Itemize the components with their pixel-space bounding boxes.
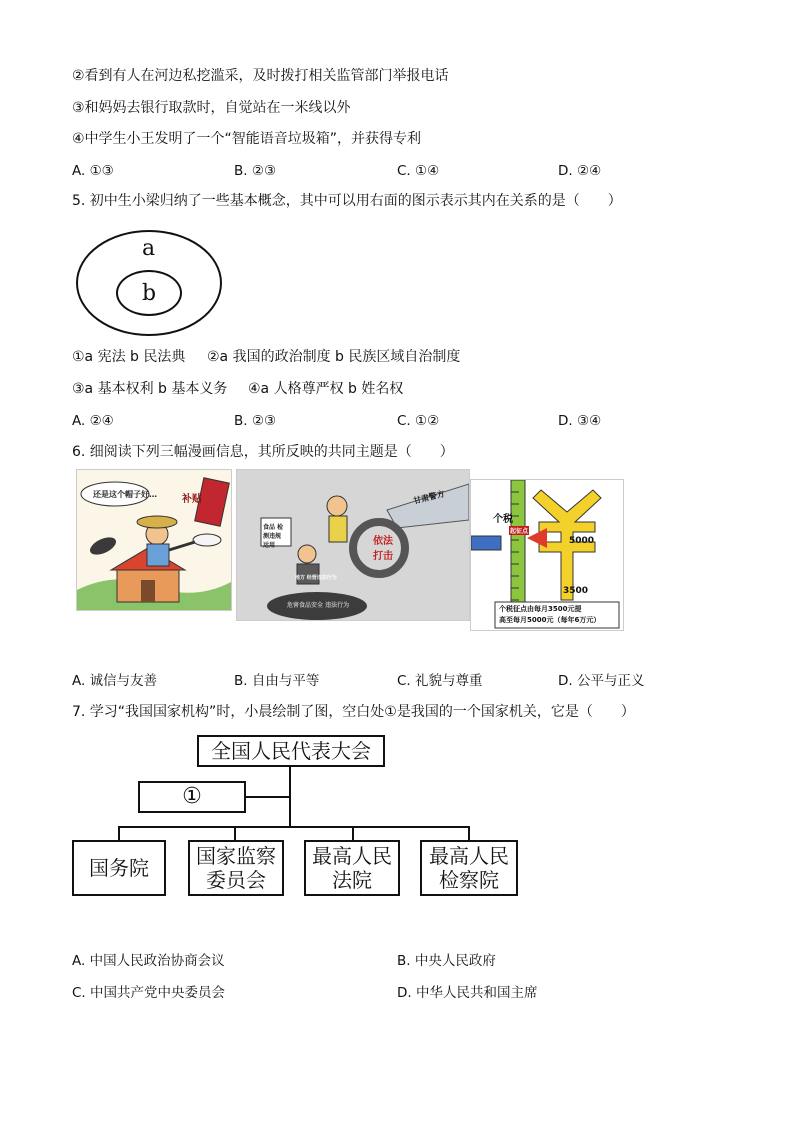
comic-3-caption-1: 个税征点由每月3500元提 [499,605,582,613]
comic-2-pit-text: 危害食品安全 违法行为 [287,602,350,609]
q7-option-a: A. 中国人民政治协商会议 [72,953,225,969]
comic-3-value-5000: 5000 [569,536,595,546]
org-connector-4 [468,826,470,840]
comic-2 [236,469,470,621]
q7-stem: 7. 学习“我国国家机构”时，小晨绘制了图，空白处①是我国的一个国家机关，它是（ ） [72,704,635,720]
comic-3-value-3500: 3500 [563,586,589,596]
org-box-npc: 全国人民代表大会 [197,735,385,767]
comic-2-sign-text: 食品 检测违规 运用 [263,524,284,549]
comic-3-tag-label: 起征点 [510,528,529,535]
q7-option-c: C. 中国共产党中央委员会 [72,985,226,1001]
org-box-court-line1: 最高人民 [312,844,392,868]
q7-option-b: B. 中央人民政府 [397,953,496,969]
org-box-supervision [188,840,284,896]
org-box-supervision-line1: 国家监察 [196,844,276,868]
comic-3-tax-label: 个税 [493,514,513,525]
org-box-supervision-line2: 委员会 [206,868,266,892]
q4-option-c: C. ①④ [397,163,440,179]
comic-1-bubble-text: 还是这个帽子好… [93,490,157,499]
org-box-procuratorate-line1: 最高人民 [429,844,509,868]
comic-2-shirt-text: 地方 经营违法行为 [295,575,337,581]
org-box-state-council: 国务院 [72,840,166,896]
q5-item-2: ②a 我国的政治制度 b 民族区域自治制度 [207,349,461,365]
venn-label-a: a [142,236,156,261]
org-box-court [304,840,400,896]
org-box-court-line2: 法院 [332,868,372,892]
org-connector-2 [234,826,236,840]
q6-option-b: B. 自由与平等 [234,673,320,689]
comic-3 [470,479,624,631]
q4-option-a: A. ①③ [72,163,114,179]
comic-1-sign-text: 补贴 [182,494,202,505]
q4-option-d: D. ②④ [558,163,602,179]
org-connector-branch [118,826,470,828]
q6-stem: 6. 细阅读下列三幅漫画信息，其所反映的共同主题是（ ） [72,444,454,460]
q4-item-2: ②看到有人在河边私挖滥采，及时拨打相关监管部门举报电话 [72,68,449,84]
q7-option-d: D. 中华人民共和国主席 [397,985,538,1001]
org-box-procuratorate [420,840,518,896]
q5-item-3: ③a 基本权利 b 基本义务 [72,381,228,397]
org-box-blank: ① [138,781,246,813]
comic-1 [76,469,232,611]
q5-option-d: D. ③④ [558,413,602,429]
comic-2-cuff-text: 依法打击 [373,536,393,562]
q5-option-a: A. ②④ [72,413,114,429]
comic-3-caption-2: 高至每月5000元（每年6万元） [499,616,601,624]
q5-option-b: B. ②③ [234,413,277,429]
org-connector-1 [118,826,120,840]
q5-option-c: C. ①② [397,413,440,429]
q5-item-1: ①a 宪法 b 民法典 [72,349,186,365]
q4-item-4: ④中学生小王发明了一个“智能语音垃圾箱”，并获得专利 [72,131,422,147]
org-box-procuratorate-line2: 检察院 [439,868,499,892]
q6-option-d: D. 公平与正义 [558,673,645,689]
q6-option-a: A. 诚信与友善 [72,673,158,689]
q4-item-3: ③和妈妈去银行取款时，自觉站在一米线以外 [72,100,351,116]
q5-stem: 5. 初中生小梁归纳了一些基本概念，其中可以用右面的图示表示其内在关系的是（ ） [72,193,622,209]
comic-2-blade-text: 甘肃警方 [412,489,446,506]
q5-item-4: ④a 人格尊严权 b 姓名权 [248,381,404,397]
org-connector-3 [352,826,354,840]
venn-label-b: b [142,281,157,306]
q4-option-b: B. ②③ [234,163,277,179]
q6-option-c: C. 礼貌与尊重 [397,673,483,689]
org-connector-blank [245,796,290,798]
